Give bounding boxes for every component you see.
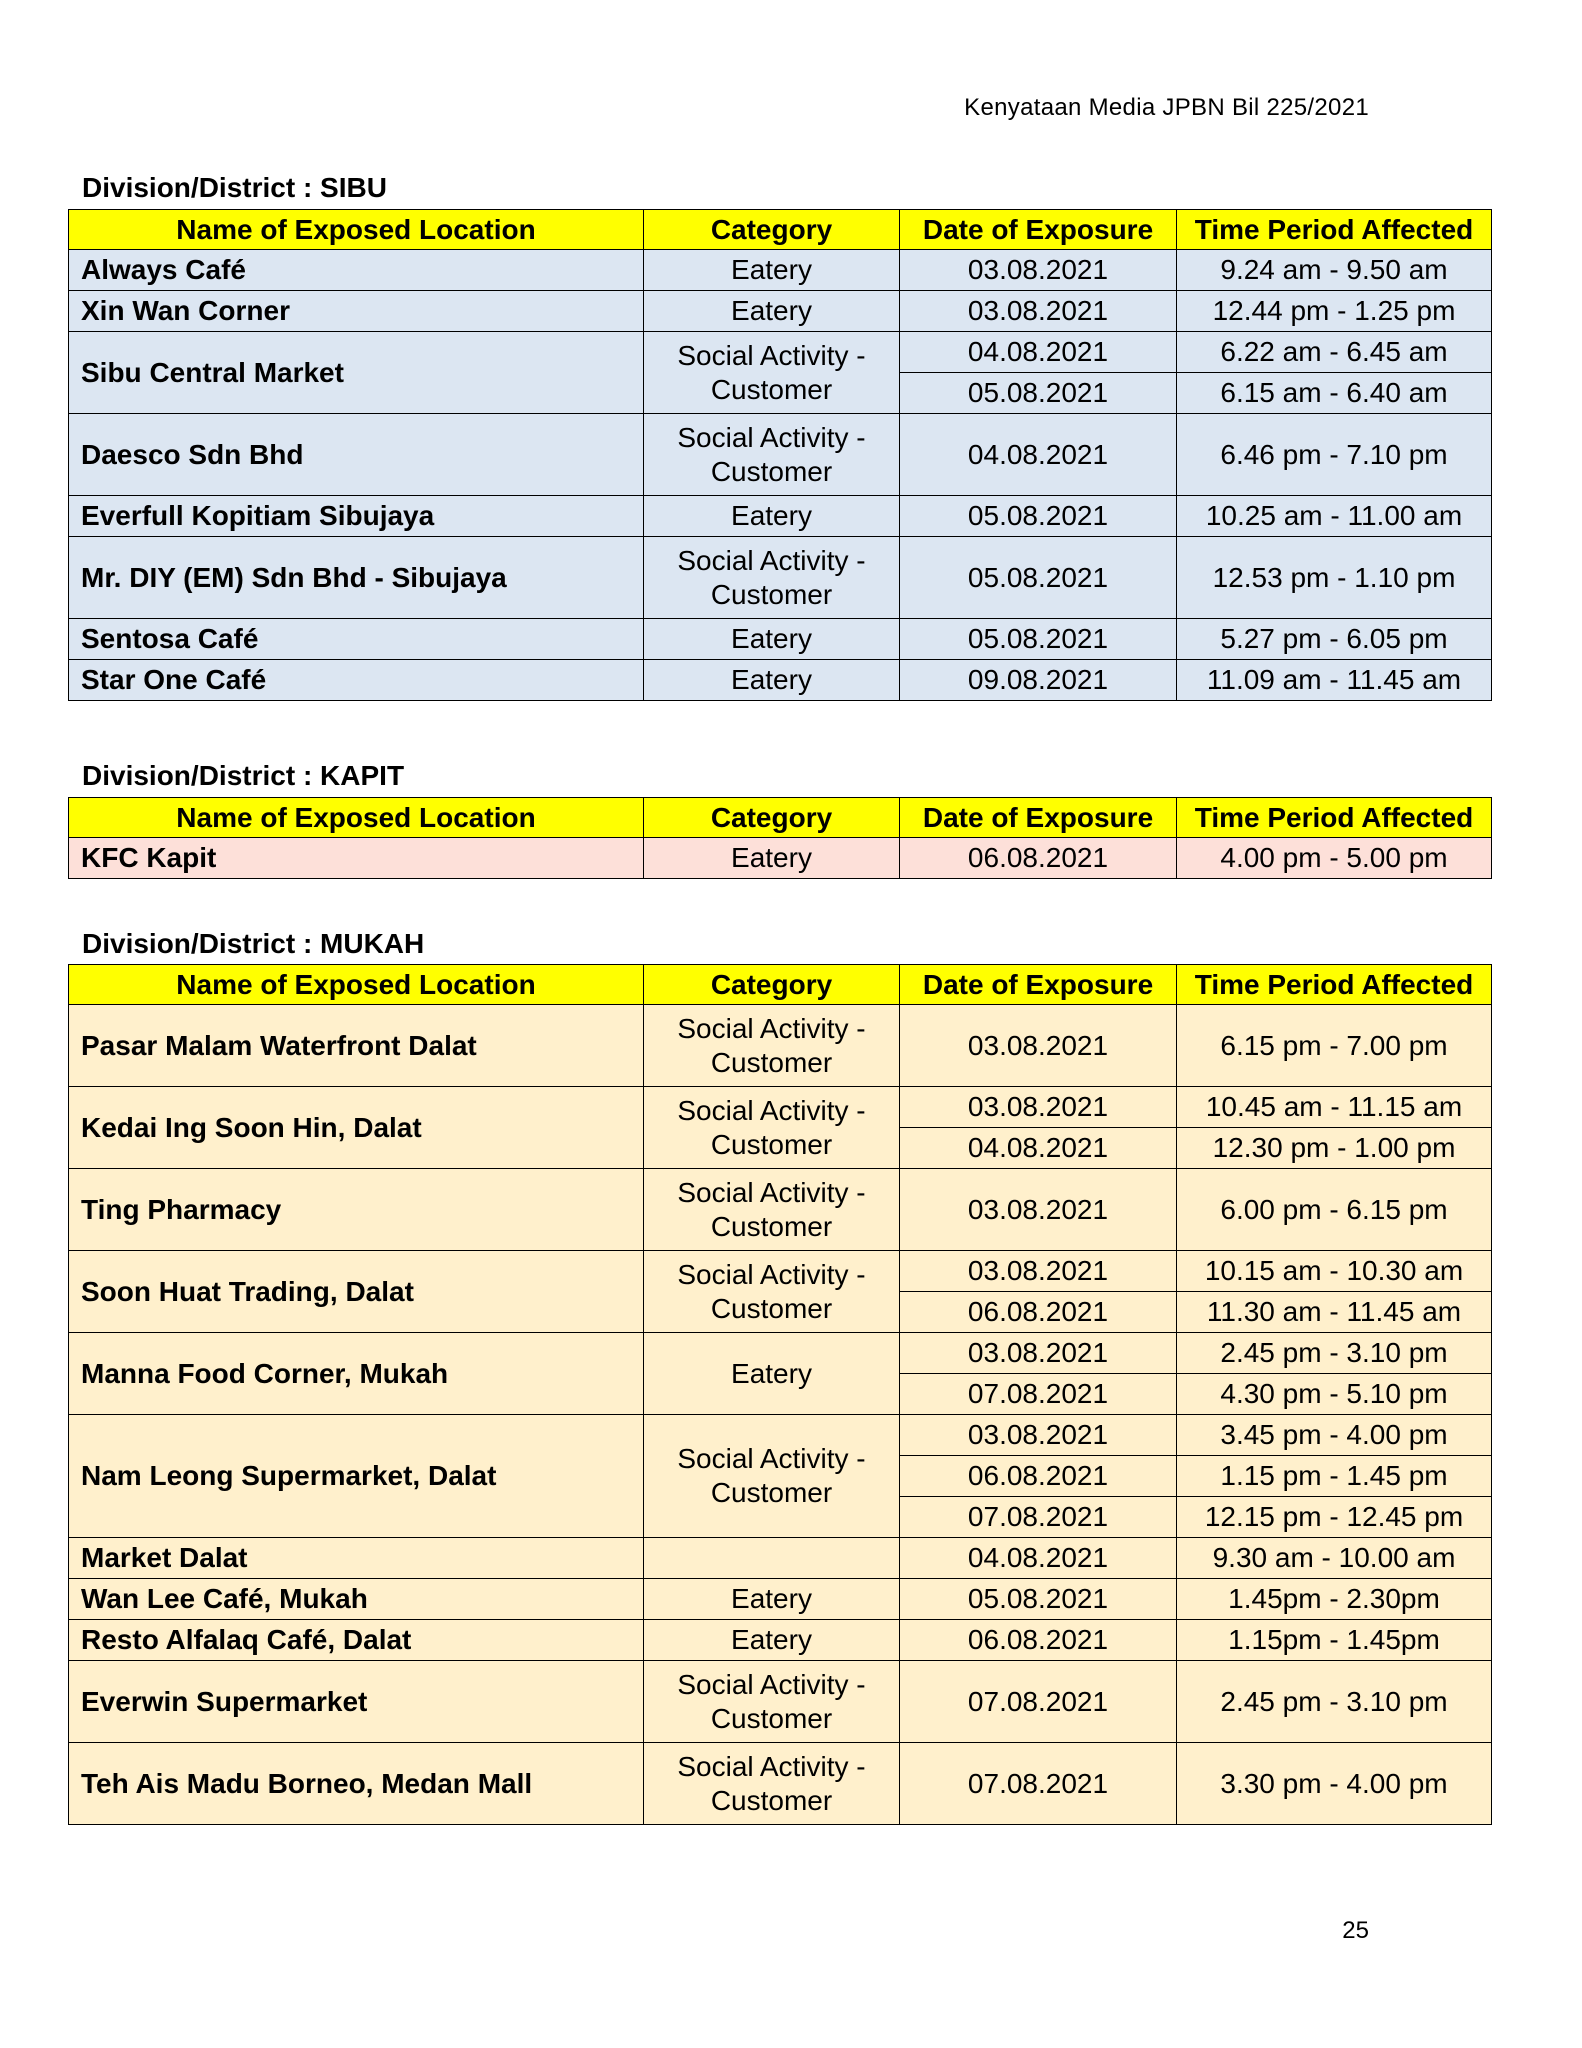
time-period: 2.45 pm - 3.10 pm [1177,1661,1492,1743]
location-name: Sibu Central Market [69,332,644,414]
location-category: Eatery [644,619,900,660]
exposure-date: 07.08.2021 [900,1661,1177,1743]
location-name: Everfull Kopitiam Sibujaya [69,496,644,537]
table-row [69,619,1492,660]
category-line-1: Social Activity - [677,544,866,576]
time-period: 1.15 pm - 1.45 pm [1177,1456,1492,1497]
exposure-date: 05.08.2021 [900,619,1177,660]
exposure-date: 06.08.2021 [900,1456,1177,1497]
table-row [69,1579,1492,1620]
location-name: Resto Alfalaq Café, Dalat [69,1620,644,1661]
table-row [69,414,1492,496]
location-category [644,537,900,619]
category-line-1: Social Activity - [677,1012,866,1044]
exposure-date: 03.08.2021 [900,1251,1177,1292]
location-name: KFC Kapit [69,838,644,879]
location-name: Soon Huat Trading, Dalat [69,1251,644,1333]
exposure-date: 04.08.2021 [900,1128,1177,1169]
time-period: 12.44 pm - 1.25 pm [1177,291,1492,332]
exposure-date: 06.08.2021 [900,1620,1177,1661]
category-line-1: Social Activity - [677,1258,866,1290]
column-header-name: Name of Exposed Location [69,965,644,1005]
category-line-2: Customer [710,1702,833,1734]
location-name: Xin Wan Corner [69,291,644,332]
exposure-date: 03.08.2021 [900,1415,1177,1456]
location-category: Eatery [644,660,900,701]
time-period: 6.46 pm - 7.10 pm [1177,414,1492,496]
location-name: Teh Ais Madu Borneo, Medan Mall [69,1743,644,1825]
location-name: Market Dalat [69,1538,644,1579]
exposure-date: 05.08.2021 [900,496,1177,537]
location-category [644,1538,900,1579]
location-category [644,1661,900,1743]
location-name: Kedai Ing Soon Hin, Dalat [69,1087,644,1169]
exposure-date: 07.08.2021 [900,1743,1177,1825]
column-header-category: Category [644,965,900,1005]
category-line-1: Social Activity - [677,1443,866,1475]
category-line-2: Customer [710,1477,833,1508]
category-line-2: Customer [710,1292,833,1324]
exposure-date: 07.08.2021 [900,1497,1177,1538]
column-header-date: Date of Exposure [900,210,1177,250]
time-period: 6.15 pm - 7.00 pm [1177,1005,1492,1087]
table-row [69,291,1492,332]
time-period: 6.00 pm - 6.15 pm [1177,1169,1492,1251]
exposure-date: 05.08.2021 [900,1579,1177,1620]
kapit-division-heading: Division/District : KAPIT [82,760,405,791]
table-row [69,1661,1492,1743]
category-line-2: Customer [710,373,833,405]
time-period: 9.30 am - 10.00 am [1177,1538,1492,1579]
category-line-1: Social Activity - [677,339,866,371]
location-category: Eatery [644,1333,900,1415]
time-period: 12.15 pm - 12.45 pm [1177,1497,1492,1538]
time-period: 6.15 am - 6.40 am [1177,373,1492,414]
table-row [69,1087,1492,1128]
location-name: Manna Food Corner, Mukah [69,1333,644,1415]
time-period: 6.22 am - 6.45 am [1177,332,1492,373]
sibu-exposure-table [68,209,1492,701]
table-row [69,1169,1492,1251]
table-row [69,250,1492,291]
category-line-2: Customer [710,1046,833,1078]
time-period: 10.45 am - 11.15 am [1177,1087,1492,1128]
category-line-1: Social Activity - [677,1750,866,1782]
time-period: 4.30 pm - 5.10 pm [1177,1374,1492,1415]
category-line-1: Social Activity - [677,1668,866,1700]
table-row [69,1743,1492,1825]
exposure-date: 03.08.2021 [900,291,1177,332]
time-period: 11.30 am - 11.45 am [1177,1292,1492,1333]
location-category [644,1743,900,1825]
exposure-date: 05.08.2021 [900,373,1177,414]
column-header-date: Date of Exposure [900,965,1177,1005]
category-line-2: Customer [710,455,833,487]
time-period: 12.53 pm - 1.10 pm [1177,537,1492,619]
exposure-date: 03.08.2021 [900,1087,1177,1128]
location-category: Eatery [644,838,900,879]
time-period: 12.30 pm - 1.00 pm [1177,1128,1492,1169]
location-category: Eatery [644,1579,900,1620]
kapit-exposure-table [68,797,1492,879]
table-header-row [69,210,1492,250]
table-row [69,1333,1492,1374]
location-name: Everwin Supermarket [69,1661,644,1743]
column-header-category: Category [644,798,900,838]
time-period: 11.09 am - 11.45 am [1177,660,1492,701]
table-row [69,838,1492,879]
time-period: 3.30 pm - 4.00 pm [1177,1743,1492,1825]
exposure-date: 04.08.2021 [900,332,1177,373]
column-header-name: Name of Exposed Location [69,798,644,838]
location-category [644,332,900,414]
time-period: 5.27 pm - 6.05 pm [1177,619,1492,660]
category-line-1: Social Activity - [677,421,866,453]
exposure-date: 07.08.2021 [900,1374,1177,1415]
category-line-2: Customer [710,1210,833,1242]
location-category [644,1087,900,1169]
mukah-exposure-table [68,964,1492,1825]
category-line-2: Customer [710,1784,833,1816]
table-row [69,496,1492,537]
time-period: 3.45 pm - 4.00 pm [1177,1415,1492,1456]
category-line-1: Social Activity - [677,1094,866,1126]
location-category: Eatery [644,1620,900,1661]
table-row [69,1251,1492,1292]
time-period: 10.15 am - 10.30 am [1177,1251,1492,1292]
exposure-date: 03.08.2021 [900,1333,1177,1374]
exposure-date: 05.08.2021 [900,537,1177,619]
location-name: Always Café [69,250,644,291]
location-category: Eatery [644,496,900,537]
location-name: Ting Pharmacy [69,1169,644,1251]
time-period: 1.15pm - 1.45pm [1177,1620,1492,1661]
location-category [644,1005,900,1087]
category-line-2: Customer [710,578,833,610]
column-header-time: Time Period Affected [1177,965,1492,1005]
sibu-division-heading: Division/District : SIBU [82,172,387,203]
column-header-time: Time Period Affected [1177,210,1492,250]
location-name: Sentosa Café [69,619,644,660]
table-row [69,1005,1492,1087]
column-header-name: Name of Exposed Location [69,210,644,250]
location-name: Daesco Sdn Bhd [69,414,644,496]
table-header-row [69,798,1492,838]
time-period: 10.25 am - 11.00 am [1177,496,1492,537]
mukah-division-heading: Division/District : MUKAH [82,928,425,959]
exposure-date: 03.08.2021 [900,1169,1177,1251]
location-name: Wan Lee Café, Mukah [69,1579,644,1620]
table-row [69,660,1492,701]
location-name: Mr. DIY (EM) Sdn Bhd - Sibujaya [69,537,644,619]
category-line-2: Customer [710,1128,833,1160]
exposure-date: 04.08.2021 [900,1538,1177,1579]
exposure-date: 03.08.2021 [900,1005,1177,1087]
time-period: 9.24 am - 9.50 am [1177,250,1492,291]
location-name: Star One Café [69,660,644,701]
table-row [69,1415,1492,1456]
column-header-time: Time Period Affected [1177,798,1492,838]
time-period: 1.45pm - 2.30pm [1177,1579,1492,1620]
table-row [69,537,1492,619]
category-line-1: Social Activity - [677,1176,866,1208]
location-category: Eatery [644,250,900,291]
table-header-row [69,965,1492,1005]
location-category [644,414,900,496]
header-reference: Kenyataan Media JPBN Bil 225/2021 [964,94,1369,121]
exposure-date: 06.08.2021 [900,1292,1177,1333]
location-name: Nam Leong Supermarket, Dalat [69,1415,644,1538]
location-category: Eatery [644,291,900,332]
location-category [644,1415,900,1538]
location-category [644,1251,900,1333]
exposure-date: 04.08.2021 [900,414,1177,496]
time-period: 2.45 pm - 3.10 pm [1177,1333,1492,1374]
table-row [69,1538,1492,1579]
table-row [69,332,1492,373]
location-name: Pasar Malam Waterfront Dalat [69,1005,644,1087]
exposure-date: 03.08.2021 [900,250,1177,291]
location-category [644,1169,900,1251]
page-number: 25 [1342,1917,1369,1944]
column-header-date: Date of Exposure [900,798,1177,838]
time-period: 4.00 pm - 5.00 pm [1177,838,1492,879]
column-header-category: Category [644,210,900,250]
exposure-date: 09.08.2021 [900,660,1177,701]
table-row [69,1620,1492,1661]
exposure-date: 06.08.2021 [900,838,1177,879]
